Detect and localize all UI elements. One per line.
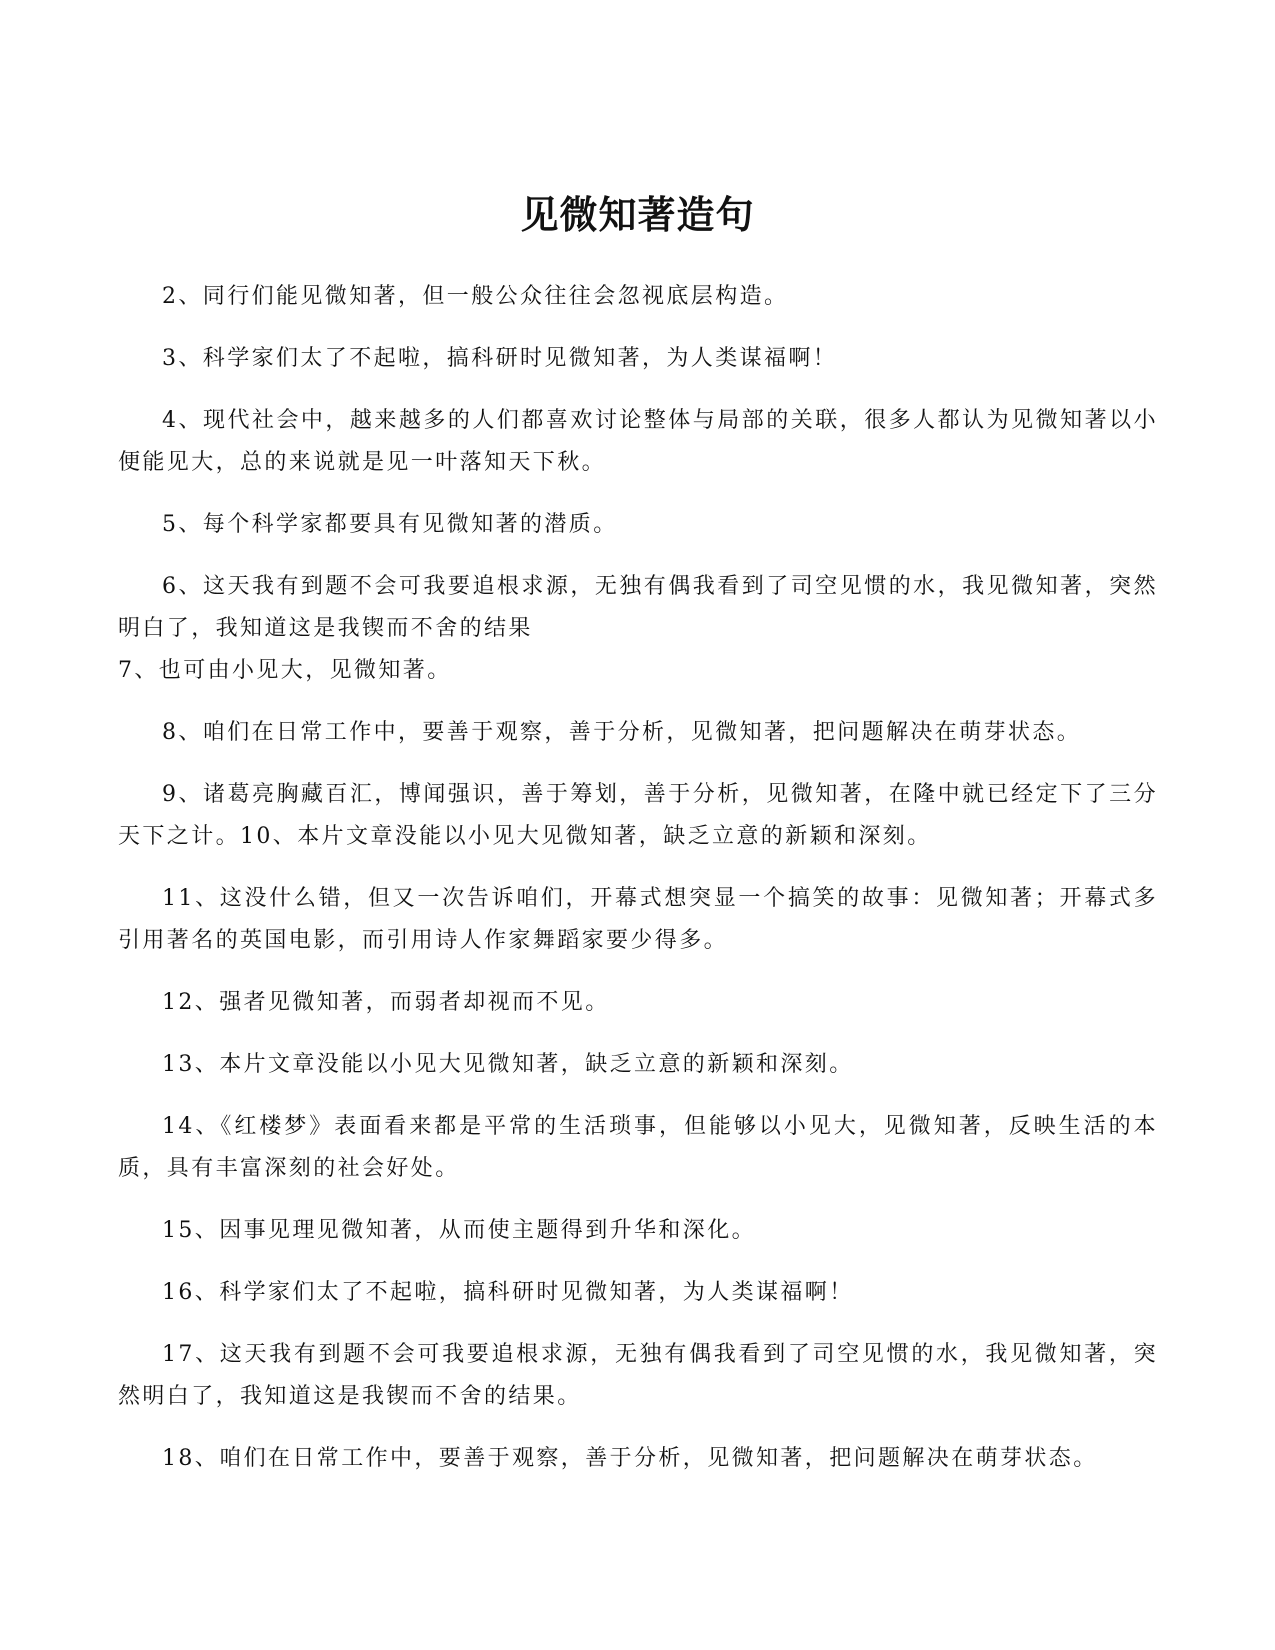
paragraph-12: 12、强者见微知著，而弱者却视而不见。 bbox=[162, 990, 610, 1015]
paragraph-18: 18、咱们在日常工作中，要善于观察，善于分析，见微知著，把问题解决在萌芽状态。 bbox=[162, 1446, 1098, 1471]
paragraph-2: 2、同行们能见微知著，但一般公众往往会忽视底层构造。 bbox=[162, 284, 789, 309]
paragraph-15: 15、因事见理见微知著，从而使主题得到升华和深化。 bbox=[162, 1218, 756, 1243]
paragraph-17: 17、这天我有到题不会可我要追根求源，无独有偶我看到了司空见惯的水，我见微知著，突然明白了，我知道这是我锲而不舍的结果。 bbox=[118, 1342, 1158, 1409]
paragraph-13: 13、本片文章没能以小见大见微知著，缺乏立意的新颖和深刻。 bbox=[162, 1052, 854, 1077]
paragraph-4: 4、现代社会中，越来越多的人们都喜欢讨论整体与局部的关联，很多人都认为见微知著以小便能见大，总的来说就是见一叶落知天下秋。 bbox=[118, 408, 1158, 475]
document-body bbox=[118, 276, 1158, 1500]
paragraph-9: 9、诸葛亮胸藏百汇，博闻强识，善于筹划，善于分析，见微知著，在隆中就已经定下了三分天下之计。10、本片文章没能以小见大见微知著，缺乏立意的新颖和深刻。 bbox=[118, 782, 1158, 849]
paragraph-14: 14、《红楼梦》表面看来都是平常的生活琐事，但能够以小见大，见微知著，反映生活的本质，具有丰富深刻的社会好处。 bbox=[118, 1114, 1158, 1181]
paragraph-16: 16、科学家们太了不起啦，搞科研时见微知著，为人类谋福啊！ bbox=[162, 1280, 854, 1305]
paragraph-8: 8、咱们在日常工作中，要善于观察，善于分析，见微知著，把问题解决在萌芽状态。 bbox=[162, 720, 1082, 745]
paragraph-6: 6、这天我有到题不会可我要追根求源，无独有偶我看到了司空见惯的水，我见微知著，突然明白了，我知道这是我锲而不舍的结果 bbox=[118, 574, 1158, 641]
paragraph-3: 3、科学家们太了不起啦，搞科研时见微知著，为人类谋福啊！ bbox=[162, 346, 838, 371]
page-title: 见微知著造句 bbox=[520, 192, 755, 237]
paragraph-7: 7、也可由小见大，见微知著。 bbox=[118, 658, 452, 683]
paragraph-5: 5、每个科学家都要具有见微知著的潜质。 bbox=[162, 512, 618, 537]
paragraph-11: 11、这没什么错，但又一次告诉咱们，开幕式想突显一个搞笑的故事：见微知著；开幕式多引用著名的英国电影，而引用诗人作家舞蹈家要少得多。 bbox=[118, 886, 1158, 953]
